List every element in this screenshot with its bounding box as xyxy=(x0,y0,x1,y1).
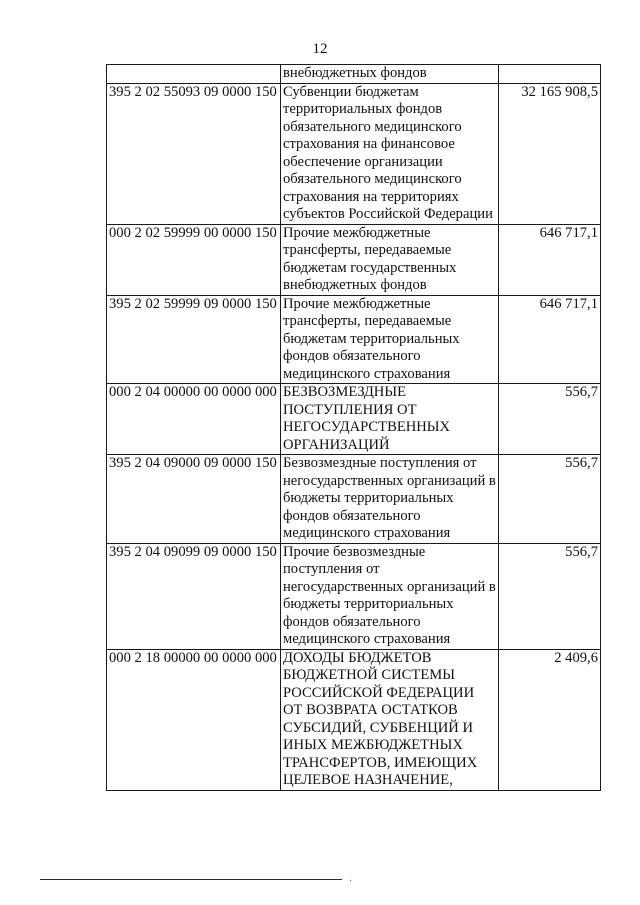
row-code: 000 2 04 00000 00 0000 000 xyxy=(107,384,281,455)
row-amount xyxy=(499,65,601,84)
table-row xyxy=(107,455,601,544)
row-amount: 556,7 xyxy=(499,455,601,544)
row-name: Безвозмездные поступления от негосударственных организаций в бюджеты территориальных фондов обязательного медицинского страхования xyxy=(281,455,499,544)
row-code: 000 2 02 59999 00 0000 150 xyxy=(107,224,281,295)
row-name: Прочие межбюджетные трансферты, передаваемые бюджетам государственных внебюджетных фондов xyxy=(281,224,499,295)
row-name: Прочие межбюджетные трансферты, передаваемые бюджетам территориальных фондов обязательного медицинского страхования xyxy=(281,295,499,384)
row-amount: 556,7 xyxy=(499,543,601,649)
table-row xyxy=(107,65,601,84)
table-row xyxy=(107,83,601,224)
table-row xyxy=(107,543,601,649)
row-name: БЕЗВОЗМЕЗДНЫЕ ПОСТУПЛЕНИЯ ОТ НЕГОСУДАРСТВЕННЫХ ОРГАНИЗАЦИЙ xyxy=(281,384,499,455)
table-row xyxy=(107,224,601,295)
row-amount: 32 165 908,5 xyxy=(499,83,601,224)
row-amount: 2 409,6 xyxy=(499,649,601,790)
row-code: 395 2 04 09099 09 0000 150 xyxy=(107,543,281,649)
row-amount: 646 717,1 xyxy=(499,295,601,384)
row-code: 395 2 04 09000 09 0000 150 xyxy=(107,455,281,544)
row-code: 395 2 02 55093 09 0000 150 xyxy=(107,83,281,224)
table-row xyxy=(107,384,601,455)
table-row xyxy=(107,649,601,790)
row-amount: 556,7 xyxy=(499,384,601,455)
page-number: 12 xyxy=(312,41,328,57)
row-name: внебюджетных фондов xyxy=(281,65,499,84)
row-code xyxy=(107,65,281,84)
footer-rule xyxy=(40,879,342,880)
row-name: ДОХОДЫ БЮДЖЕТОВ БЮДЖЕТНОЙ СИСТЕМЫ РОССИЙСКОЙ ФЕДЕРАЦИИ ОТ ВОЗВРАТА ОСТАТКОВ СУБСИДИЙ, СУБВЕНЦИЙ И ИНЫХ МЕЖБЮДЖЕТНЫХ ТРАНСФЕРТОВ, ИМЕЮЩИХ ЦЕЛЕВОЕ НАЗНАЧЕНИЕ, xyxy=(281,649,499,790)
row-code: 000 2 18 00000 00 0000 000 xyxy=(107,649,281,790)
footer-mark: · xyxy=(349,876,353,887)
table-row xyxy=(107,295,601,384)
budget-income-table xyxy=(106,64,601,791)
row-code: 395 2 02 59999 09 0000 150 xyxy=(107,295,281,384)
row-name: Прочие безвозмездные поступления от негосударственных организаций в бюджеты территориальных фондов обязательного медицинского страхования xyxy=(281,543,499,649)
row-name: Субвенции бюджетам территориальных фондов обязательного медицинского страхования на финансовое обеспечение организации обязательного медицинского страхования на территориях субъектов Российской Федерации xyxy=(281,83,499,224)
row-amount: 646 717,1 xyxy=(499,224,601,295)
